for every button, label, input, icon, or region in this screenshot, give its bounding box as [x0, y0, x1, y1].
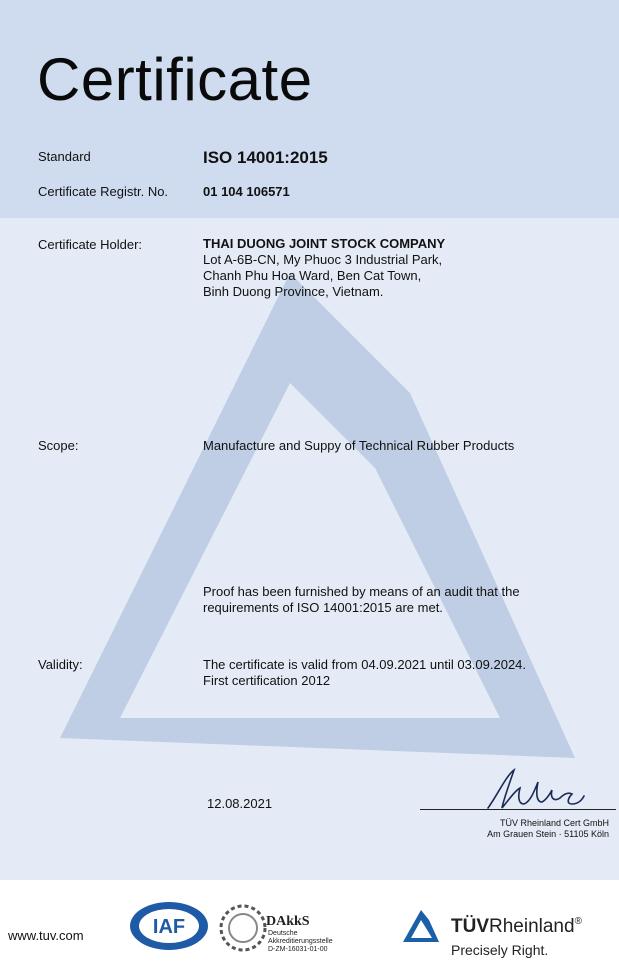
signature-image — [480, 764, 590, 814]
scope-label: Scope: — [38, 438, 79, 453]
tuv-brand-rest: Rheinland — [489, 916, 575, 937]
issuer-block — [487, 818, 609, 840]
validity-line: First certification 2012 — [203, 673, 331, 688]
dakks-line: Akkreditierungsstelle — [268, 938, 333, 945]
tuv-rheinland-brand — [451, 916, 582, 938]
proof-statement — [203, 584, 520, 616]
validity-block — [203, 657, 526, 689]
validity-label: Validity: — [38, 657, 83, 672]
standard-value: ISO 14001:2015 — [203, 148, 328, 167]
iaf-logo — [128, 900, 210, 952]
holder-address-line: Lot A-6B-CN, My Phuoc 3 Industrial Park, — [203, 252, 443, 267]
registered-mark: ® — [574, 916, 582, 927]
tuv-triangle-watermark — [0, 218, 619, 778]
holder-block — [203, 236, 445, 300]
tuv-brand-bold: TÜV — [451, 916, 489, 937]
tuv-triangle-icon — [401, 908, 441, 944]
dakks-brand: DAkkS — [266, 914, 310, 929]
registration-label: Certificate Registr. No. — [38, 184, 169, 199]
holder-label: Certificate Holder: — [38, 237, 143, 252]
proof-line: requirements of ISO 14001:2015 are met. — [203, 600, 443, 615]
holder-address-line: Binh Duong Province, Vietnam. — [203, 284, 384, 299]
issuer-line: Am Grauen Stein · 51105 Köln — [487, 829, 609, 839]
issuer-line: TÜV Rheinland Cert GmbH — [499, 818, 609, 828]
registration-value: 01 104 106571 — [203, 184, 290, 199]
tuv-slogan: Precisely Right. — [451, 942, 549, 958]
website-link[interactable]: www.tuv.com — [8, 928, 84, 943]
standard-label: Standard — [38, 149, 91, 164]
holder-name: THAI DUONG JOINT STOCK COMPANY — [203, 236, 446, 251]
holder-address-line: Chanh Phu Hoa Ward, Ben Cat Town, — [203, 268, 422, 283]
page-title: Certificate — [37, 46, 313, 113]
dakks-emblem-icon — [219, 902, 267, 954]
dakks-line: D-ZM-16031-01-00 — [268, 946, 328, 953]
issue-date: 12.08.2021 — [207, 796, 273, 811]
dakks-line: Deutsche — [268, 930, 298, 937]
dakks-text-block — [268, 930, 333, 954]
signature-line — [420, 809, 616, 810]
validity-line: The certificate is valid from 04.09.2021 until 03.09.2024. — [203, 657, 527, 672]
scope-value: Manufacture and Suppy of Technical Rubber Products — [203, 438, 515, 453]
proof-line: Proof has been furnished by means of an audit that the — [203, 584, 520, 599]
iaf-logo-text: IAF — [152, 916, 186, 938]
